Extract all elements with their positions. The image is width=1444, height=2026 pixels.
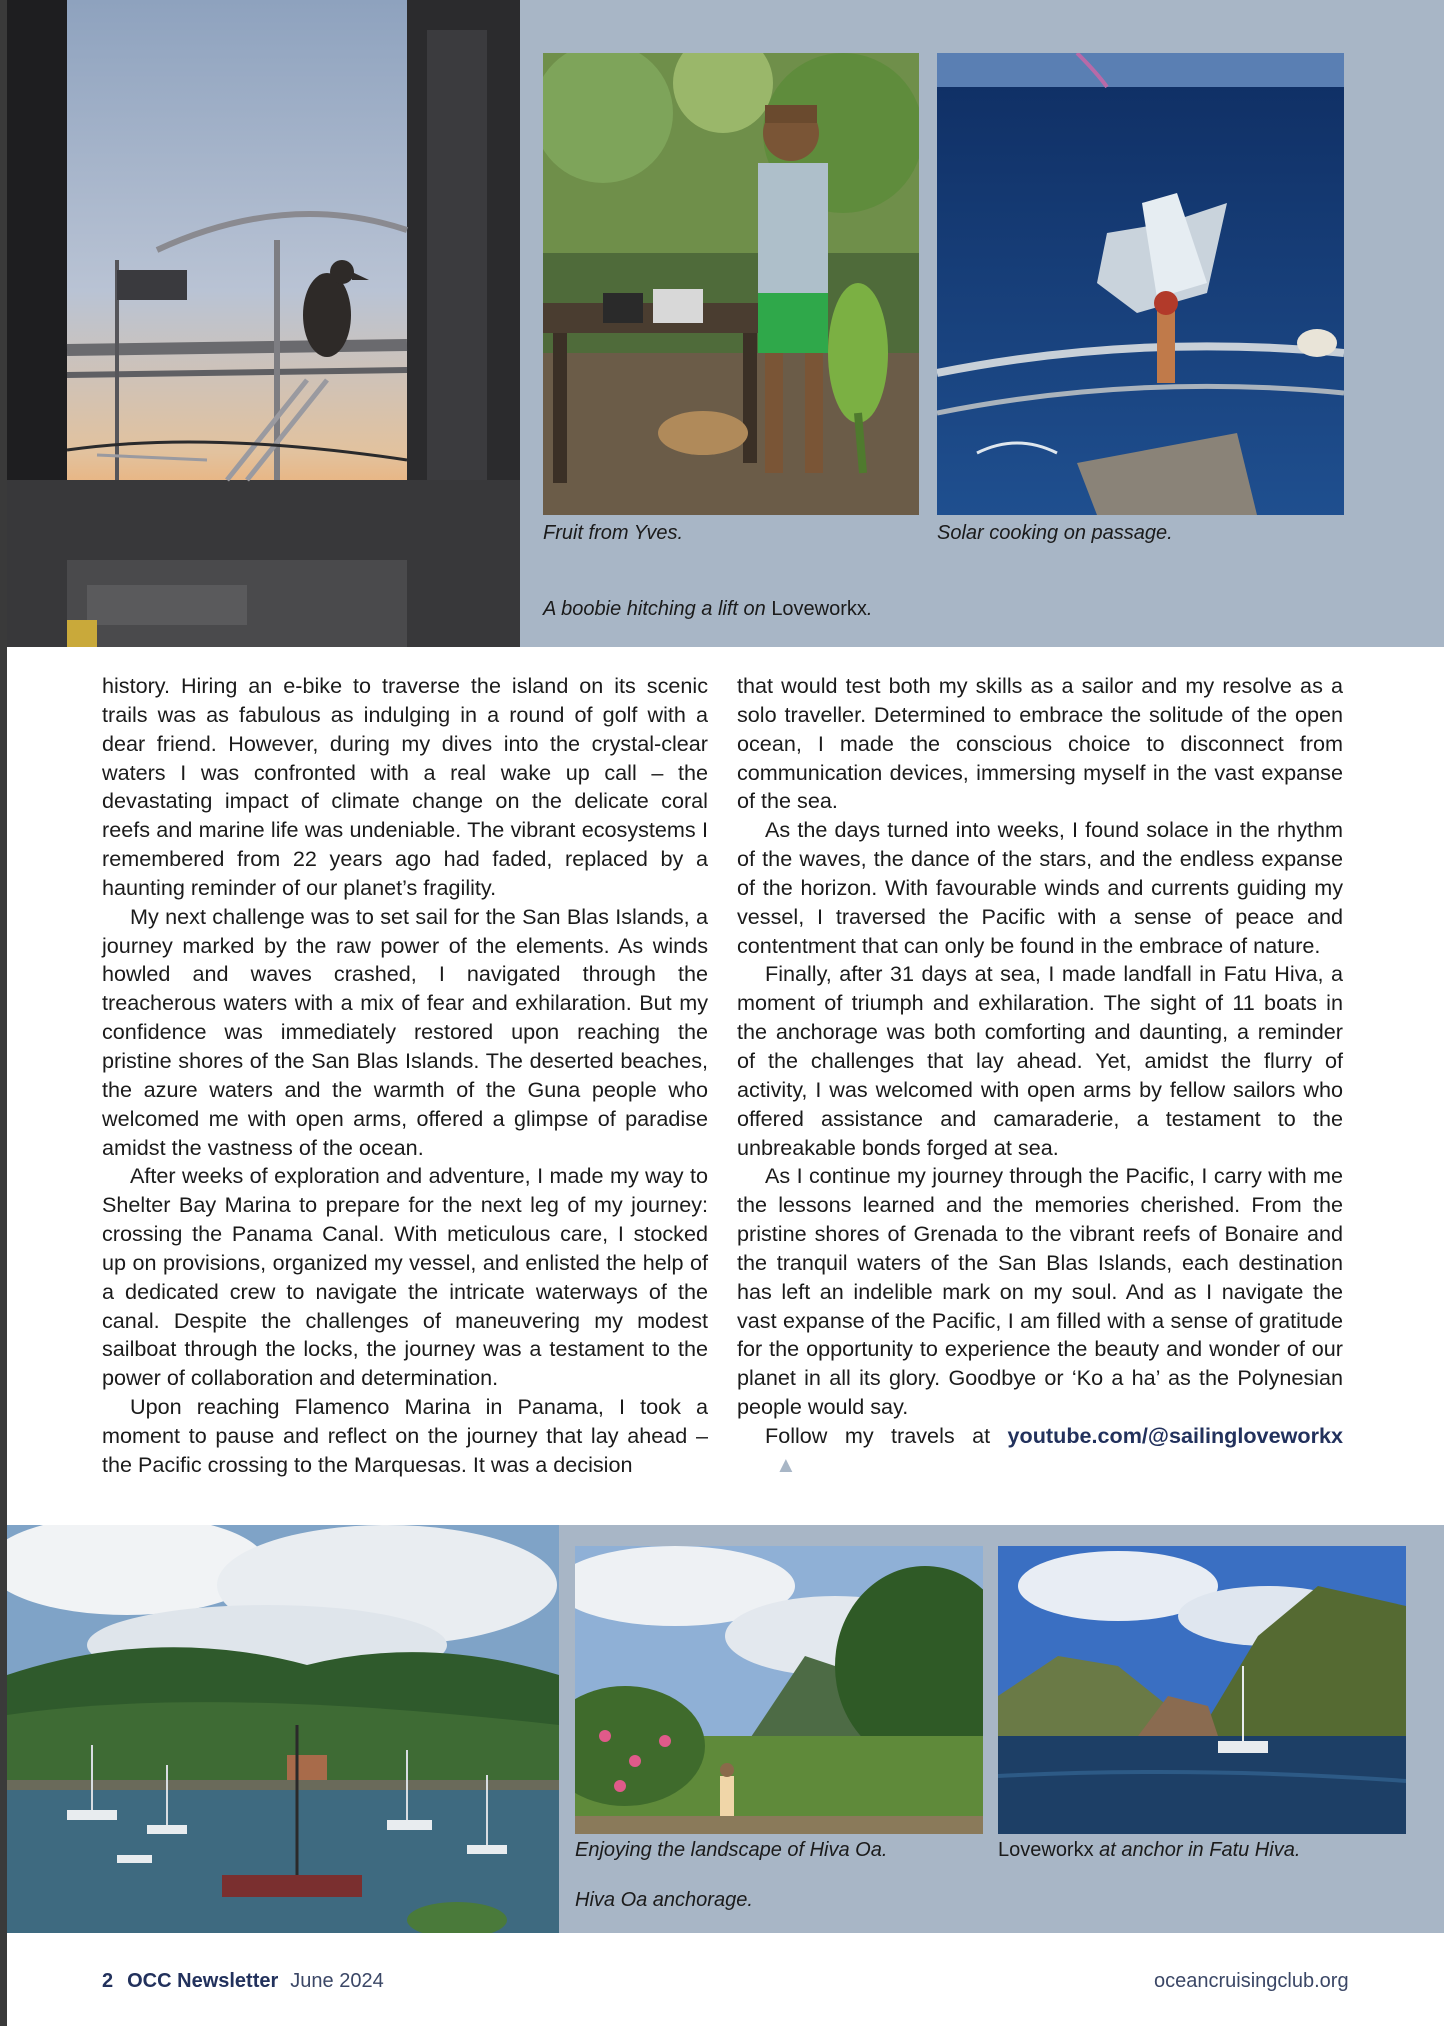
article-column-right <box>737 672 1343 1480</box>
footer-left <box>102 1970 384 1993</box>
end-of-article-icon: ▲ <box>775 1451 797 1477</box>
youtube-link[interactable]: youtube.com/@sailingloveworkx <box>1007 1422 1343 1448</box>
page-number: 2 <box>102 1970 114 1992</box>
photo-fruit-from-yves <box>543 53 919 515</box>
caption-fatu-hiva-anchor <box>998 1839 1300 1862</box>
footer-website[interactable]: oceancruisingclub.org <box>1154 1970 1349 1992</box>
paragraph: As the days turned into weeks, I found solace in the rhythm of the waves, the dance of the stars, and the endless expanse of the horizon. With favourable winds and currents guiding my vessel, I traversed the Pacific with a sense of peace and contentment that can only be found in the embrace of nature. <box>737 817 1343 958</box>
photo-boobie-hitching <box>7 0 520 647</box>
photo-fatu-hiva-anchor <box>998 1546 1406 1834</box>
photo-hiva-oa-anchorage <box>7 1525 559 1933</box>
caption-fruit-from-yves: Fruit from Yves. <box>543 522 684 544</box>
paragraph: that would test both my skills as a sailor and my resolve as a solo traveller. Determined to embrace the solitude of the open ocean, I made the conscious choice to disconnect from communication devices, immersing myself in the vast expanse of the sea. <box>737 673 1343 814</box>
caption-boobie-boat-name: Loveworkx <box>771 598 867 620</box>
publication-name: OCC Newsletter <box>127 1970 279 1992</box>
caption-boobie-prefix: A boobie hitching a lift on <box>543 598 772 620</box>
paragraph: history. Hiring an e-bike to traverse the island on its scenic trails was as fabulous as indulging in a round of golf with a dear friend. However, during my dives into the crystal-clear waters I was confronted with a real wake up call – the devastating impact of climate change on the delicate coral reefs and marine life was undeniable. The vibrant ecosystems I remembered from 22 years ago had faded, replaced by a haunting reminder of our planet’s fragility. <box>102 673 708 900</box>
photo-hiva-oa-landscape <box>575 1546 983 1834</box>
paragraph: My next challenge was to set sail for the San Blas Islands, a journey marked by the raw power of the elements. As winds howled and waves crashed, I navigated through the treacherous waters with a mix of fear and exhilaration. But my confidence was immediately restored upon reaching the pristine shores of the San Blas Islands. The deserted beaches, the azure waters and the warmth of the Guna people who welcomed me with open arms, offered a glimpse of paradise amidst the vastness of the ocean. <box>102 903 708 1160</box>
paragraph: After weeks of exploration and adventure, I made my way to Shelter Bay Marina to prepare for the next leg of my journey: crossing the Panama Canal. With meticulous care, I stocked up on provisions, organized my vessel, and enlisted the help of a dedicated crew to navigate the intricate waterways of the canal. Despite the challenges of maneuvering my modest sailboat through the locks, the journey was a testament to the power of collaboration and determination. <box>102 1163 708 1391</box>
paragraph: Finally, after 31 days at sea, I made landfall in Fatu Hiva, a moment of triumph and exhilaration. The sight of 11 boats in the anchorage was both comforting and daunting, a reminder of the challenges that lay ahead. Yet, amidst the flurry of activity, I was welcomed with open arms by fellow sailors who offered assistance and camaraderie, a testament to the unbreakable bonds forged at sea. <box>737 961 1343 1160</box>
caption-hiva-oa-landscape: Enjoying the landscape of Hiva Oa. <box>575 1839 888 1861</box>
article-column-left <box>102 672 708 1480</box>
photo-solar-cooking <box>937 53 1344 515</box>
paragraph: Upon reaching Flamenco Marina in Panama, I took a moment to pause and reflect on the journey that lay ahead – the Pacific crossing to the Marquesas. It was a decision <box>102 1394 708 1477</box>
caption-solar-cooking: Solar cooking on passage. <box>937 522 1173 544</box>
caption-boobie <box>543 598 872 621</box>
paragraph: As I continue my journey through the Pacific, I carry with me the lessons learned and the memories cherished. From the pristine shores of Grenada to the vibrant reefs of Bonaire and the tranquil waters of the San Blas Islands, each destination has left an indelible mark on my soul. And as I navigate the vast expanse of the Pacific, I am filled with a sense of gratitude for the opportunity to experience the beauty and wonder of our planet in all its glory. Goodbye or ‘Ko a ha’ as the Polynesian people would say. <box>737 1163 1343 1420</box>
caption-fatu-boat-name: Loveworkx <box>998 1839 1094 1861</box>
caption-fatu-rest: at anchor in Fatu Hiva. <box>1093 1839 1301 1861</box>
follow-prefix: Follow my travels at <box>765 1422 1008 1448</box>
page-edge <box>0 0 7 2026</box>
issue-date: June 2024 <box>290 1970 384 1992</box>
caption-boobie-suffix: . <box>866 598 873 620</box>
follow-line <box>737 1422 1343 1480</box>
caption-hiva-oa-anchorage: Hiva Oa anchorage. <box>575 1889 753 1911</box>
